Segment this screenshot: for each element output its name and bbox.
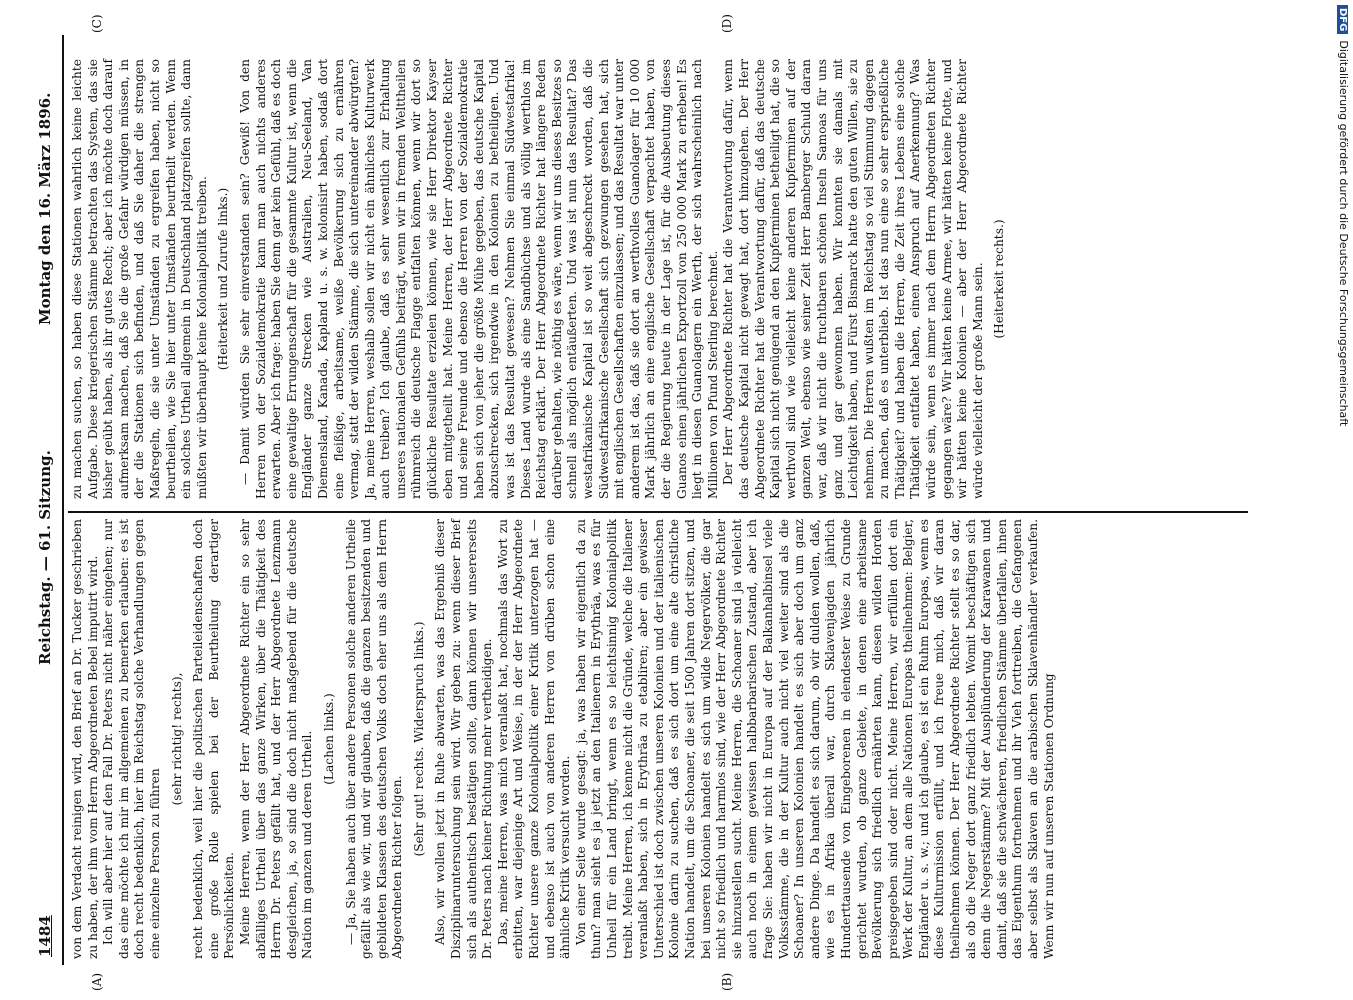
header-date: Montag den 16. März 1896. <box>36 92 54 325</box>
dfg-logo: DFG <box>1337 5 1348 34</box>
header-session-title: Reichstag. — 61. Sitzung. <box>36 450 54 665</box>
paragraph: Ich will aber hier auf den Fall Dr. Peters nicht näher eingehen; nur das eine möchte ich mir im allgemeinen zu bemerken erlauben: es ist doch recht bedenklich, hier im Reichstag solche Verhandlungen gegen eine einzelne Person zu führen <box>101 519 162 959</box>
margin-mark-a: (A) <box>90 972 104 991</box>
stage-direction: (Sehr gut! rechts. Widerspruch links.) <box>411 621 426 857</box>
stage-direction: (Heiterkeit rechts.) <box>992 219 1007 339</box>
page-number: 1484 <box>36 915 54 957</box>
text-column-left <box>70 519 1057 959</box>
stage-direction: (Lachen links.) <box>321 693 336 785</box>
paragraph: — Ja, Sie haben auch über andere Personen solche anderen Urtheile gefällt als wie wir, und wir glauben, daß die ganzen besitzenden und gebildeten Klassen des deutschen Volks doch eher uns als dem Herrn Abgeordneten Richter folgen. <box>343 519 405 959</box>
paragraph: zu machen suchen, so haben diese Stationen wahrlich keine leichte Aufgabe. Diese kriegerischen Stämme betrachten das System, das sie bisher geübt haben, als ihr gutes Recht; aber ich möchte doch darauf aufmerksam machen, daß Sie die große Gefahr würdigen müssen, in der die Stationen sich befinden, und daß Sie daher die strengen Maßregeln, die sie unter Umständen zu ergreifen haben, nicht so beurtheilen, wie Sie hier unter Umständen beurtheilt werden. Wenn ein solches Urtheil allgemein in Deutschland platzgreifen sollte, dann müßten wir überhaupt keine Kolonialpolitik treiben. <box>70 59 209 499</box>
digitization-credit <box>1330 5 1352 995</box>
paragraph: recht bedenklich, weil hier die politischen Parteileidenschaften doch eine große Rolle spielen bei der Beurtheilung derartiger Persönlichkeiten. <box>191 519 237 959</box>
running-header <box>30 35 62 965</box>
margin-mark-d: (D) <box>720 14 734 33</box>
document-page <box>30 14 1290 991</box>
paragraph: Meine Herren, wenn der Herr Abgeordnete Richter ein so sehr abfälliges Urtheil über das ganze Wirken, über die Thätigkeit des Herrn Dr. Peters gefällt hat, und der Herr Abgeordnete Lenzmann desgleichen, ja, so sind die doch nicht maßgebend für die deutsche Nation im ganzen und deren Urtheil. <box>237 519 315 959</box>
header-rule <box>62 35 64 965</box>
stage-direction: (Heiterkeit und Zurufe links.) <box>216 187 231 371</box>
credit-text: Digitalisierung gefördert durch die Deutsche Forschungsgemeinschaft <box>1337 40 1350 427</box>
paragraph: von dem Verdacht reinigen wird, den Brief an Dr. Tucker geschrieben zu haben, der ihm vom Herrn Abgeordneten Bebel imputirt wird. <box>70 519 100 959</box>
paragraph: Das, meine Herren, was mich veranlaßt hat, nochmals das Wort zu erbitten, war diejenige Art und Weise, in der der Herr Abgeordnete Richter unsere ganze Kolonialpolitik einer Kritik unterzogen hat — und ebenso ist auch von anderen Herren von drüben schon eine ähnliche Kritik versucht worden. <box>495 519 573 959</box>
paragraph: Also, wir wollen jetzt in Ruhe abwarten, was das Ergebniß dieser Disziplinaruntersuchung sein wird. Wir geben zu: wenn dieser Brief sich als authentisch bestätigen sollte, dann können wir unsererseits Dr. Peters nach keiner Richtung mehr vertheidigen. <box>433 519 495 959</box>
column-divider <box>68 511 1248 513</box>
margin-mark-c: (C) <box>90 14 104 33</box>
margin-mark-b: (B) <box>720 972 734 991</box>
text-column-right <box>70 59 1014 499</box>
paragraph: Von einer Seite wurde gesagt: ja, was haben wir eigentlich da zu thun? man sieht es ja jetzt an den Italienern in Erythräa, was es für Unheil für ein Land bringt, wenn es so leichtsinnig Kolonialpolitik treibt. Meine Herren, ich kenne nicht die Gründe, welche die Italiener veranlaßt haben, sich in Erythräa zu etabliren; aber ein gewisser Unterschied ist doch zwischen unseren Kolonien und der italienischen Kolonie darin zu suchen, daß es sich dort um eine alte christliche Nation handelt, um die Schoaner, die seit 1500 Jahren dort sitzen, und bei unseren Kolonien handelt es sich um wilde Negervölker, die gar nicht so friedlich und harmlos sind, wie der Herr Abgeordnete Richter sie hinzustellen sucht. Meine Herren, die Schoaner sind ja vielleicht auch noch in einem gewissen halbbarbarischen Zustand, aber ich frage Sie: haben wir nicht in Europa auf der Balkanhalbinsel viele Volksstämme, die in der Kultur auch nicht viel weiter sind als die Schoaner? In unseren Kolonien handelt es sich aber doch um ganz andere Dinge. Da handelt es sich darum, ob wir dulden wollen, daß, wie es in Afrika überall war, durch Sklavenjagden jährlich Hunderttausende von Eingeborenen in elendester Weise zu Grunde gerichtet wurden, ob ganze Gebiete, in denen eine arbeitsame Bevölkerung sich friedlich ernährten kann, diesen wilden Horden preisgegeben sind oder nicht. Meine Herren, wir erfüllen dort ein Werk der Kultur, an dem alle Nationen Europas theilnehmen: Belgier, Engländer u. s. w.; und ich glaube, es ist ein Ruhm Europas, wenn es diese Kulturmission erfüllt, und ich freue mich, daß wir daran theilnehmen können. Der Herr Abgeordnete Richter stellt es so dar, als ob die Neger dort ganz friedlich lebten. Womit beschäftigen sich denn die Negerstämme? Mit der Ausplünderung der Karawanen und damit, daß sie die schwächeren, friedlichen Stämme überfallen, ihnen das Eigenthum fortnehmen und ihr Vieh forttreiben, die Gefangenen aber selbst als Sklaven an die arabischen Sklavenhändler verkaufen. Wenn wir nun auf unseren Stationen Ordnung <box>573 519 1056 959</box>
stage-direction: (sehr richtig! rechts), <box>169 672 184 806</box>
paragraph: Der Herr Abgeordnete Richter hat die Verantwortung dafür, wenn das deutsche Kapital nicht gewagt hat, dort hinzugehen. Der Herr Abgeordnete Richter hat die Verantwortung dafür, daß das deutsche Kapital sich nicht genügend an den Kupferminen betheiligt hat, die so werthvoll sind wie vielleicht keine anderen Kupferminen auf der ganzen Welt, ebenso wie seiner Zeit Herr Bamberger Schuld daran war, daß wir nicht die fruchtbaren schönen Inseln Samoas für uns ganz und gar gewonnen haben. Wir konnten sie damals mit Leichtigkeit haben, und Fürst Bismarck hatte den guten Willen, sie zu nehmen. Die Herren wußten im Reichstag so viel Stimmung dagegen zu machen, daß es unterblieb. Ist das nun eine so sehr ersprießliche Thätigkeit? und haben die Herren, die Zeit ihres Lebens eine solche Thätigkeit entfaltet haben, einen Anspruch auf Anerkennung? Was würde sein, wenn es immer nach dem Herrn Abgeordneten Richter gegangen wäre? Wir hätten keine Armee, wir hätten keine Flotte, und wir hätten keine Kolonien — aber der Herr Abgeordnete Richter würde vielleicht der große Mann sein. <box>721 59 985 499</box>
paragraph: — Damit würden Sie sehr einverstanden sein? Gewiß! Von den Herren von der Sozialdemokratie kann man auch nichts anderes erwarten. Aber ich frage: haben Sie denn gar kein Gefühl, daß es doch eine gewaltige Errungenschaft für die gesammte Kultur ist, wenn die Engländer ganze Strecken wie Australien, Neu-Seeland, Van Diemensland, Kanada, Kapland u. s. w. kolonisirt haben, sodaß dort eine fleißige, arbeitsame, weiße Bevölkerung sich zu ernähren vermag, statt der wilden Stämme, die sich untereinander abwürgten? Ja, meine Herren, weshalb sollen wir nicht ein ähnliches Kulturwerk auch treiben? Ich glaube, daß es sehr wesentlich zur Erhaltung unseres nationalen Gefühls beiträgt, wenn wir in fremden Welttheilen rühmreich die deutsche Flagge entfalten können, wenn wir dort so glückliche Resultate erzielen können, wie sie Herr Direktor Kayser eben mitgetheilt hat. Meine Herren, der Herr Abgeordnete Richter und seine Freunde und ebenso die Herren von der Sozialdemokratie haben sich von jeher die größte Mühe gegeben, das deutsche Kapital abzuschrecken, sich irgendwie in den Kolonien zu betheiligen. Und was ist das Resultat gewesen? Nehmen Sie einmal Südwestafrika! Dieses Land wurde als eine Sandbüchse und als völlig werthlos im Reichstag erklärt. Der Herr Abgeordnete Richter hat längere Reden darüber gehalten, wie nöthig es wäre, wenn wir uns dieses Besitzes so schnell als möglich entäußerten. Und was ist nun das Resultat? Das westafrikanische Kapital ist so weit abgeschreckt worden, daß die Südwestafrikanische Gesellschaft sich gezwungen gesehen hat, sich mit englischen Gesellschaften einzulassen; und das Resultat war unter anderem ist das, daß sie dort an werthvolles Guanolager für 10 000 Mark jährlich an eine englische Gesellschaft verpachtet haben, von der die Regierung heute in der Lage ist, für die Ausbeutung dieses Guanos einen jährlichen Exportzoll von 250 000 Mark zu erheben! Es liegt in diesen Guanolagern ein Werth, der sich wahrscheinlich nach Millionen von Pfund Sterling berechnet. <box>237 59 720 499</box>
